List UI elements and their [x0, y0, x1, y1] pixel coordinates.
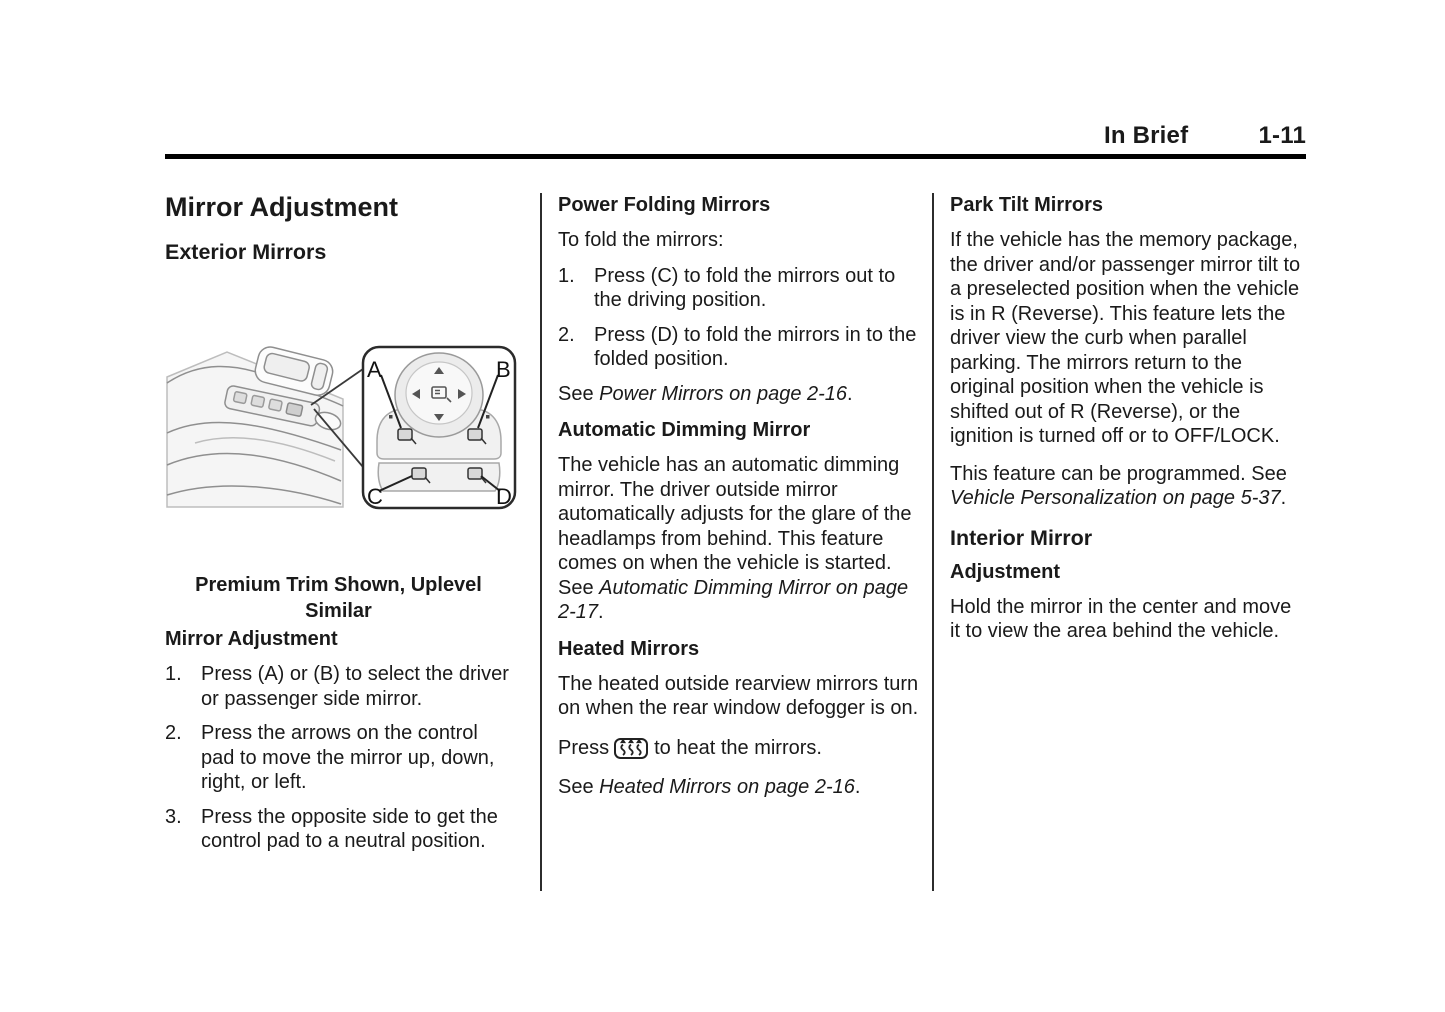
park-tilt-program-paragraph	[950, 462, 1306, 511]
interior-mirror-paragraph: Hold the mirror in the center and move it to view the area behind the vehicle.	[950, 595, 1292, 642]
heated-mirrors-heading: Heated Mirrors	[558, 637, 700, 660]
callout-label-b: B	[496, 357, 511, 382]
callout-label-a: A	[367, 357, 382, 382]
heated-mirrors-press-line	[558, 734, 926, 764]
door-panel-illustration	[165, 345, 517, 510]
reference-suffix: .	[854, 775, 861, 798]
header-page-number: 1-11	[1258, 122, 1306, 149]
column-divider-right	[932, 193, 934, 891]
step-text: Press the arrows on the control pad to move the mirror up, down, right, or left.	[201, 722, 495, 793]
interior-mirror-heading: Interior Mirror	[950, 525, 1093, 550]
mirror-adjustment-steps	[165, 662, 512, 854]
step-text: Press the opposite side to get the control pad to a neutral position.	[201, 805, 498, 852]
step-number: 3.	[165, 805, 182, 828]
step-number: 1.	[165, 663, 182, 685]
list-item	[558, 264, 926, 313]
power-folding-steps	[558, 264, 926, 372]
callout-label-c: C	[367, 484, 383, 509]
power-folding-heading: Power Folding Mirrors	[558, 194, 771, 216]
door-panel-art	[167, 345, 343, 507]
interior-adjustment-subheading: Adjustment	[950, 560, 1060, 583]
list-item	[165, 721, 512, 795]
list-item	[165, 662, 512, 711]
mirror-adjustment-subheading: Mirror Adjustment	[165, 628, 338, 650]
figure-caption: Premium Trim Shown, Uplevel Similar	[195, 574, 482, 622]
reference-prefix: See	[558, 382, 600, 405]
step-number: 1.	[558, 264, 575, 287]
mirror-control-callout	[363, 347, 515, 509]
paragraph-text: This feature can be programmed. See	[950, 462, 1287, 485]
reference-link: Heated Mirrors on page 2-16	[599, 775, 855, 798]
reference-link: Power Mirrors on page 2-16	[599, 382, 848, 405]
step-text: Press (A) or (B) to select the driver or passenger side mirror.	[201, 663, 509, 710]
heated-mirrors-reference	[558, 775, 926, 800]
column-middle	[558, 190, 926, 812]
auto-dimming-paragraph	[558, 453, 926, 625]
reference-link: Vehicle Personalization on page 5-37	[950, 487, 1281, 509]
step-text: Press (C) to fold the mirrors out to the driving position.	[594, 264, 896, 311]
reference-link: Automatic Dimming Mirror on page 2-17	[558, 576, 909, 623]
column-divider-left	[540, 193, 542, 891]
auto-dimming-heading: Automatic Dimming Mirror	[558, 419, 811, 441]
header-section-title: In Brief	[1104, 122, 1189, 149]
park-tilt-paragraph: If the vehicle has the memory package, the driver and/or passenger mirror tilt to a preselected position when the vehicle is in R (Reverse). This feature lets the driver view the curb when parallel parking. The mirrors return to the original position when the vehicle is shifted out of R (Reverse), or the ignition is turned off or to OFF/LOCK.	[950, 229, 1301, 447]
press-suffix: to heat the mirrors.	[654, 737, 822, 759]
power-folding-intro: To fold the mirrors:	[558, 229, 724, 251]
exterior-mirrors-heading: Exterior Mirrors	[165, 240, 327, 264]
section-title: Mirror Adjustment	[165, 192, 399, 222]
step-text: Press (D) to fold the mirrors in to the folded position.	[594, 323, 917, 370]
reference-suffix: .	[847, 382, 853, 405]
column-left	[165, 190, 512, 864]
heated-mirrors-paragraph: The heated outside rearview mirrors turn on when the rear window defogger is on.	[558, 672, 919, 719]
list-item	[165, 805, 512, 854]
paragraph-text: The vehicle has an automatic dimming mirror. The driver outside mirror automatically adjusts for the glare of the headlamps from behind. This feature comes on when the vehicle is started. See	[558, 454, 912, 599]
callout-label-d: D	[496, 484, 512, 509]
step-number: 2.	[165, 722, 182, 744]
page-header	[1104, 122, 1306, 150]
defogger-icon	[613, 734, 649, 760]
mirror-selector-knob-art	[395, 353, 483, 437]
power-folding-reference	[558, 382, 926, 407]
header-rule	[165, 154, 1306, 159]
press-prefix: Press	[558, 737, 610, 759]
park-tilt-heading: Park Tilt Mirrors	[950, 194, 1104, 216]
step-number: 2.	[558, 323, 575, 346]
list-item	[558, 323, 926, 372]
mirror-controls-figure	[165, 345, 512, 624]
reference-suffix: .	[1280, 487, 1287, 509]
reference-suffix: .	[598, 601, 604, 623]
reference-prefix: See	[558, 775, 600, 798]
column-right	[950, 190, 1306, 657]
